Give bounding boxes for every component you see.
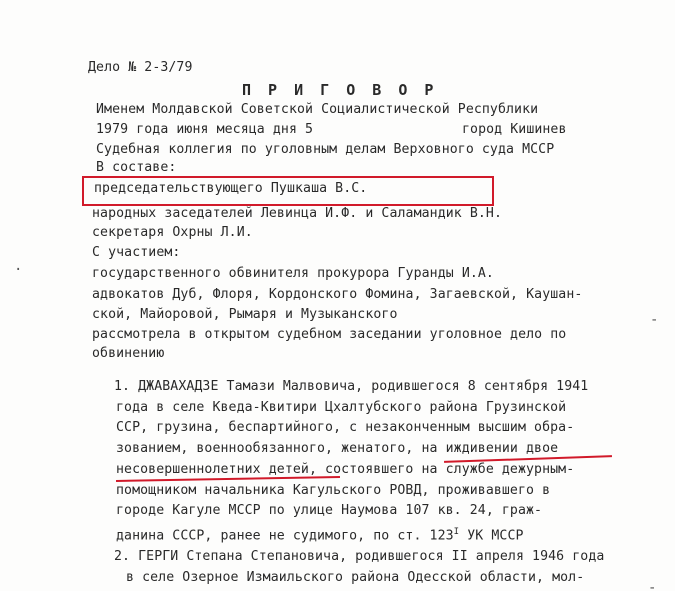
case-number: Дело № 2-3/79: [88, 60, 193, 75]
header-line: секретаря Охрны Л.И.: [92, 225, 253, 240]
header-line: рассмотрела в открытом судебном заседании уголовное дело по: [92, 327, 567, 342]
header-line: С участием:: [92, 245, 181, 260]
defendant-1-line: зованием, военнообязанного, женатого, на иждивении двое: [116, 441, 559, 456]
defendant-2-line: в селе Озерное Измаильского района Одесской области, мол-: [126, 570, 585, 585]
defendant-1-article: данина СССР, ранее не судимого, по ст. 123: [116, 528, 454, 544]
header-line: В составе:: [96, 160, 177, 175]
header-line: обвинению: [92, 346, 165, 361]
header-line: 1979 года июня месяца дня 5: [96, 122, 314, 137]
defendant-2-line: 2. ГЕРГИ Степана Степановича, родившегося II апреля 1946 года: [114, 549, 605, 564]
margin-tick-mark: -: [648, 580, 657, 596]
defendant-1-line: городе Кагуле МССР по улице Наумова 107 кв. 24, граж-: [116, 503, 543, 518]
presiding-judge-highlight-box: [82, 176, 494, 206]
header-line: народных заседателей Левинца И.Ф. и Саламандик В.Н.: [92, 206, 503, 221]
defendant-1-line: года в селе Кведа-Квитири Цхалтубского района Грузинской: [116, 400, 567, 415]
header-line: адвокатов Дуб, Флоря, Кордонского Фомина, Загаевской, Каушан-: [92, 287, 583, 302]
defendant-1-line: 1. ДЖАВАХАДЗЕ Тамази Малвовича, родившегося 8 сентября 1941: [114, 379, 589, 394]
article-superscript: I: [453, 527, 460, 537]
header-line: государственного обвинителя прокурора Гуранды И.А.: [92, 266, 494, 281]
defendant-1-line: ССР, грузина, беспартийного, с незаконченным высшим обра-: [116, 420, 575, 435]
margin-tick-mark: -: [650, 312, 659, 328]
header-line: ской, Майоровой, Рымаря и Музыканского: [92, 307, 398, 322]
margin-tick-mark: ·: [14, 262, 23, 278]
defendant-1-line: помощником начальника Кагульского РОВД, проживавшего в: [116, 483, 551, 498]
defendant-1-line: [116, 524, 524, 544]
defendant-1-line: несовершеннолетних детей, состоявшего на службе дежурным-: [116, 462, 575, 477]
defendant-1-code: УК МССР: [467, 528, 524, 544]
header-line: Судебная коллегия по уголовным делам Верховного суда МССР: [96, 142, 555, 157]
presiding-judge-line: председательствующего Пушкаша В.С.: [94, 181, 368, 196]
header-line: Именем Молдавской Советской Социалистической Республики: [96, 102, 539, 117]
document-title: П Р И Г О В О Р: [242, 81, 438, 99]
header-line-city: город Кишинев: [462, 122, 567, 137]
